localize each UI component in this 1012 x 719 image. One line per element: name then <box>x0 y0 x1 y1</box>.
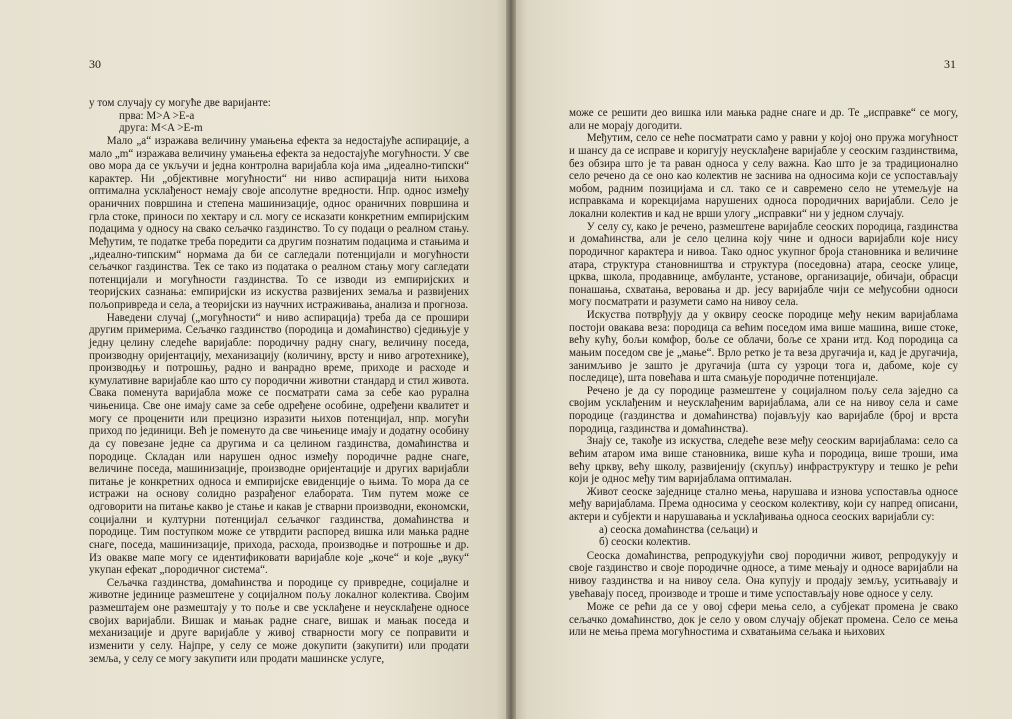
right-page-number: 31 <box>944 57 956 71</box>
right-page-paragraph: б) сеоски колектив. <box>599 536 691 549</box>
left-page-paragraph: друга: M<A >E-m <box>119 122 203 135</box>
right-page-paragraph: Може се рећи да се у овој сфери мења село, а субјекат промена је свако сељачко домаћинство, док је село у овом случају објекат промена. Село се мења или не мења према могућностима и схватањима сељака и њихових <box>569 601 958 639</box>
right-page-paragraph: може се решити део вишка или мањка радне снаге и др. Те „исправке“ се могу, али не морају догодити. <box>569 107 958 132</box>
left-page-paragraph: Мало „а“ изражава величину умањења ефекта за недостајуће аспирације, а мало „m“ изражава величину умањења ефекта за недостајуће могућности. У све ово мора да се укључи и једна контролна варијабла која има „идеално-типски“ карактер. Ни „објективне могућности“ ни ниво аспирација нити њихова оптимална усклађеност немају своје апсолутне вредности. Нпр. однос између ораничних површина и степена машинизације, однос ораничних површина и грла стоке, приноси по хектару и сл. могу се исказати конкретним емпиријским подацима у односу на свако сељачко газдинство. То су подаци о реалном стању. Међутим, те податке треба поредити са другим познатим подацима и стањима и „идеално-типским“ нормама да би се сагледали потенцијали и могућности сељачког газдинства. Тек се тако из података о реалном стању могу сагледати потенцијали и могућности газдинства. То се изводи из емпиријских и теоријских сазнања: емпиријски из искуства развијених земаља и развијених пољопривреда и села, а теоријски из научних истраживања, анализа и прогноза. <box>89 134 469 311</box>
left-page-paragraph: прва: M>A >E-a <box>119 109 195 122</box>
right-page-paragraph: У селу су, како је речено, размештене варијабле сеоских породица, газдинства и домаћинства, али је село целина коју чине и односи варијабли које нису породичног карактера и нивоа. Тако однос укупног броја становника и величине атара, структура становништва и структура (поседовна) атара, сеоске улице, црква, школа, продавнице, амбуланте, установе, организације, обичаји, обрасци понашања, схватања, веровања и др. јесу варијабле чији се међусобни односи могу посматрати и разумети само на нивоу села. <box>569 220 958 309</box>
right-page-paragraph: Знају се, такође из искуства, следеће везе међу сеоским варијаблама: село са већим атаром има више становника, више кућа и породица, више троши, има већу цркву, већу школу, развијенију (скупљу) инфраструктуру и тешко је рећи који је однос међу тим варијаблама оптималан. <box>569 435 958 486</box>
left-page-paragraph: у том случају су могуће две варијанте: <box>89 97 271 109</box>
right-page-paragraph: Живот сеоске заједнице стално мења, нарушава и изнова успоставља односе међу варијаблама. Према односима у сеоском колективу, који су напред описани, актери и субјекти и нарушавања и усклађивања односа сеоских варијабли су: <box>569 485 958 523</box>
left-page-paragraph: Сељачка газдинства, домаћинства и породице су привредне, социјалне и животне јединице размештене у социјалном пољу локалног колектива. Својим размештајем оне размештају у то поље и све усклађене и неусклађене односе својих варијабли. Вишак и мањак радне снаге, вишак и мањак поседа и механизације и друге варијабле у живој стварности могу се поправити и изменити у селу. Најпре, у селу се може докупити (закупити) или продати земља, у селу се могу закупити или продати машинске услуге, <box>89 576 469 665</box>
right-page-text <box>569 107 958 639</box>
book-gutter <box>506 0 516 719</box>
left-page-text <box>89 97 469 665</box>
right-page-paragraph: Речено је да су породице размештене у социјалном пољу села заједно са својим усклађеним и неусклађеним варијаблама, али се на нивоу села и саме породице (газдинства и домаћинства) појављују као варијабле (број и врста породица, газдинства и домаћинства). <box>569 384 958 435</box>
left-page-paragraph: Наведени случај („могућности“ и ниво аспирација) треба да се прошири другим примерима. Сељачко газдинство (породица и домаћинство) сједињује у једну целину следеће варијабле: породичну радну снагу, величину поседа, производну оријентацију, механизацију (количину, врсту и ниво агротехнике), производњу и потрошњу, радно и ванрадно време, приходе и расходе и кумулативне варијабле као што су породични животни стандард и стил живота. Свака поменута варијабла може се посматрати сама за себе као рурална чињеница. Све оне имају саме за себе одређене особине, одређени квалитет и могу се проценити или прецизно изразити њихов потенцијал, нпр. могући приход по јединици. Већ је поменуто да све чињенице имају и додатну особину да су повезане једне са другима и са целином газдинства, домаћинства и породице. Складан или нарушен однос између породичне радне снаге, величине поседа, машинизације, производне оријентације и других варијабли питање је конкретних односа и емпиријске евиденције о њима. То мора да се истражи на основу солидно разрађеног елабората. Тим путем може се одговорити на питање какво је стање и какав је стварни производни, економски, социјални и културни потенцијал сељачког газдинства, домаћинства и породице. Тим поступком може се утврдити распоред вишка или мањка радне снаге, поседа, машинизације, прихода, расхода, производње и потрошње и др. Из овакве мапе могу се идентификовати варијабле које „коче“ и које „вуку“ укупан ефекат „породичног система“. <box>89 311 469 577</box>
right-page-paragraph: Искуства потврђују да у оквиру сеоске породице међу неким варијаблама постоји овакава веза: породица са већим поседом има више машина, више стоке, већу кућу, бољи комфор, боље се облачи, боље се храни итд. Код породица са мањим поседом све је „мање“. Врло ретко је та веза другачија и, кад је другачија, занимљиво је зашто је другачија (шта су узроци тога и, дабоме, које су последице), шта повећава и шта смањује породичне потенцијале. <box>569 309 958 385</box>
right-page-paragraph: Сеоска домаћинства, репродукујући свој породични живот, репродукују и своје газдинство и своје породичне односе, а тиме мењају и односе варијабли на нивоу газдинства и на нивоу села. Она купују и продају земљу, уситњавају и увећавају посед, производе и троше и тиме успостављају нове односе у селу. <box>569 549 958 600</box>
right-page <box>512 0 1012 719</box>
right-page-paragraph: Међутим, село се неће посматрати само у равни у којој оно пружа могућност и шансу да се исправе и коригују неусклађене варијабле у сеоским газдинствима, без обзира што је та раван односа у селу важна. Као што је за традиционално село речено да се оно као колектив не заснива на односима који се успостављају мобом, радним позицијама и сл. тако се и савремено село не утемељује на исправкама и корекцијама нарушених односа породичних варијабли. Село је локални колектив и кад не врши улогу „исправки“ ни у једном случају. <box>569 132 958 220</box>
right-page-paragraph: а) сеоска домаћинства (сељаци) и <box>599 523 758 536</box>
left-page-number: 30 <box>89 57 101 71</box>
